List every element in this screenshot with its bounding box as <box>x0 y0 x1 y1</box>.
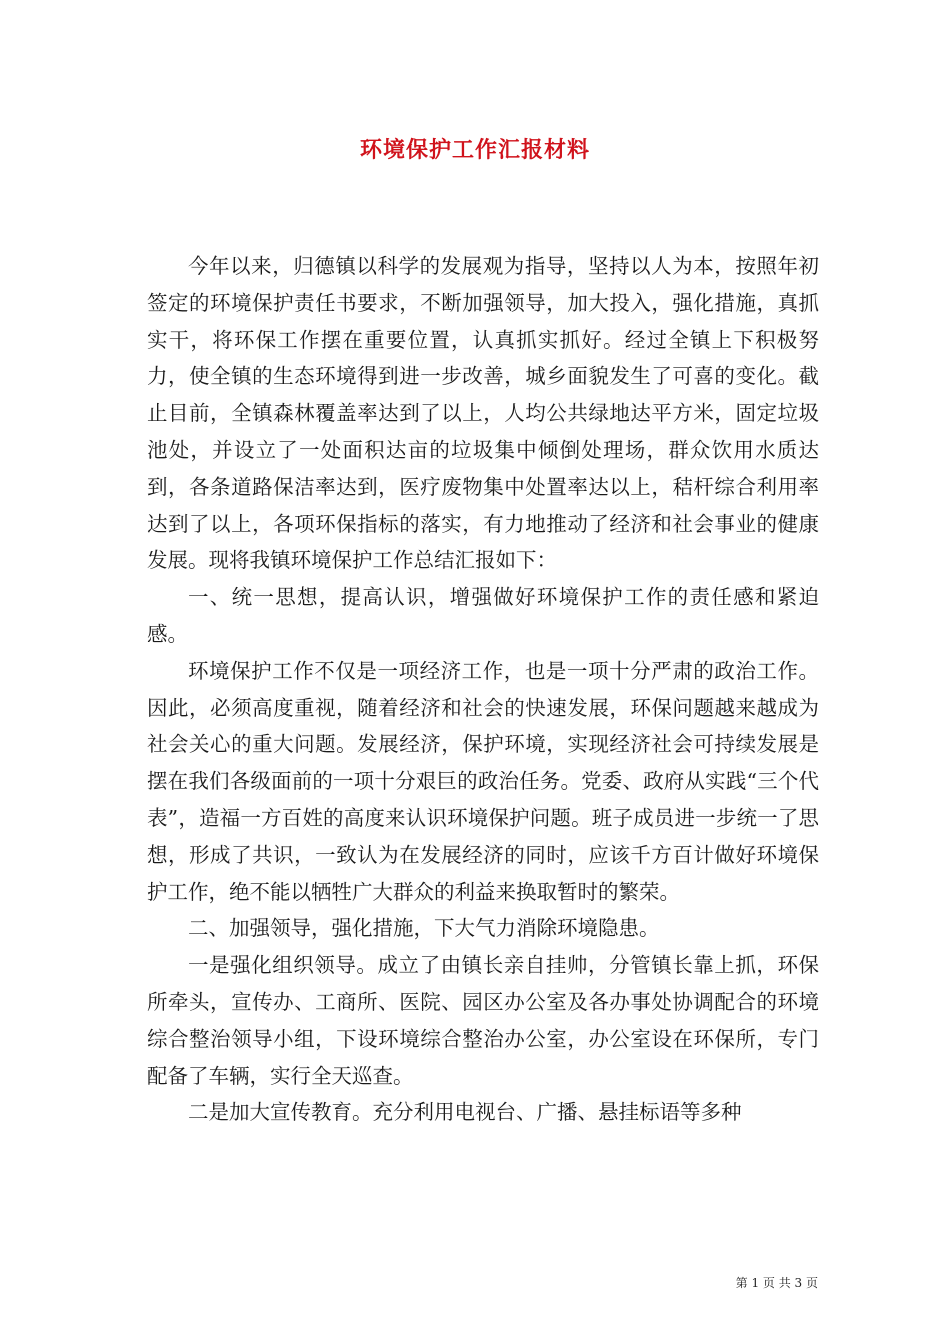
paragraph-intro: 今年以来，归德镇以科学的发展观为指导，坚持以人为本，按照年初签定的环境保护责任书要求，不断加强领导，加大投入，强化措施，真抓实干，将环保工作摆在重要位置，认真抓实抓好。经过全镇上下积极努力，使全镇的生态环境得到进一步改善，城乡面貌发生了可喜的变化。截止目前，全镇森林覆盖率达到了以上，人均公共绿地达平方米，固定垃圾池处，并设立了一处面积达亩的垃圾集中倾倒处理场，群众饮用水质达到，各条道路保洁率达到，医疗废物集中处置率达以上，秸杆综合利用率达到了以上，各项环保指标的落实，有力地推动了经济和社会事业的健康发展。现将我镇环境保护工作总结汇报如下： <box>147 254 819 573</box>
document-title: 环境保护工作汇报材料 <box>359 137 590 163</box>
paragraph-section-1: 环境保护工作不仅是一项经济工作，也是一项十分严肃的政治工作。因此，必须高度重视，随着经济和社会的快速发展，环保问题越来越成为社会关心的重大问题。发展经济，保护环境，实现经济社会可持续发展是摆在我们各级面前的一项十分艰巨的政治任务。党委、政府从实践“三个代表”，造福一方百姓的高度来认识环境保护问题。班子成员进一步统一了思想，形成了共识，一致认为在发展经济的同时，应该千方百计做好环境保护工作，绝不能以牺牲广大群众的利益来换取暂时的繁荣。 <box>147 658 819 904</box>
document-body <box>147 248 819 1131</box>
paragraph-publicity: 二是加大宣传教育。充分利用电视台、广播、悬挂标语等多种 <box>188 1100 742 1125</box>
section-heading-1: 一、统一思想，提高认识，增强做好环境保护工作的责任感和紧迫感。 <box>147 585 819 646</box>
page-number-footer: 第 1 页 共 3 页 <box>735 1276 818 1290</box>
paragraph-organization: 一是强化组织领导。成立了由镇长亲自挂帅，分管镇长靠上抓，环保所牵头，宣传办、工商所、医院、园区办公室及各办事处协调配合的环境综合整治领导小组，下设环境综合整治办公室，办公室设在环保所，专门配备了车辆，实行全天巡查。 <box>147 953 819 1088</box>
section-heading-2: 二、加强领导，强化措施，下大气力消除环境隐患。 <box>188 916 660 941</box>
